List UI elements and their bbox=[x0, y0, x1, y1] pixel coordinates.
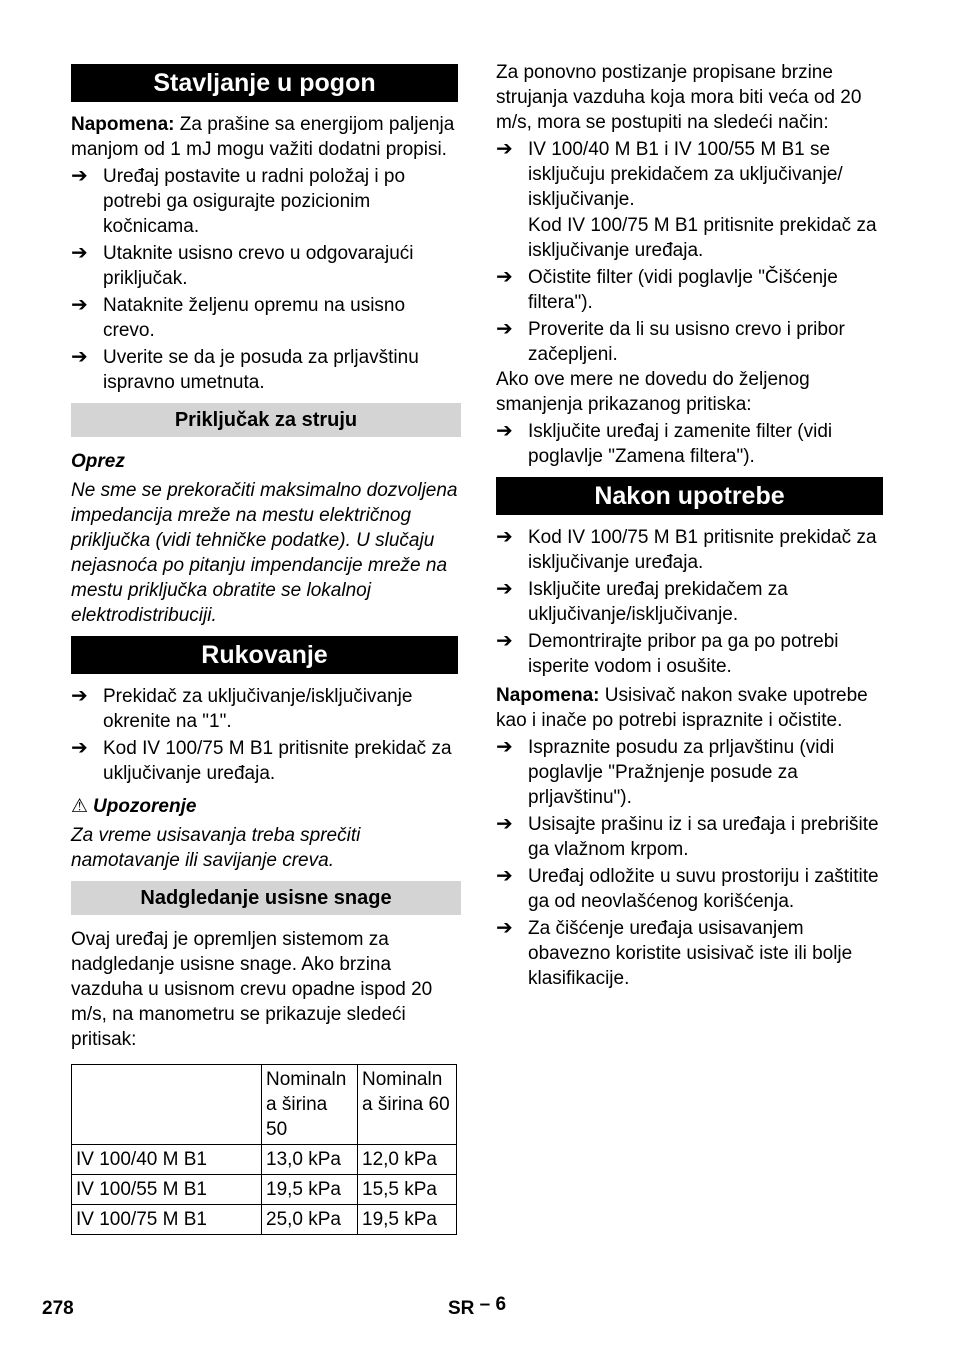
arrow-right-icon: ➔ bbox=[71, 346, 88, 368]
arrow-right-icon: ➔ bbox=[496, 578, 513, 600]
arrow-right-icon: ➔ bbox=[496, 526, 513, 548]
heading-nakon: Nakon upotrebe bbox=[496, 477, 883, 515]
right-column bbox=[496, 60, 883, 991]
list-item bbox=[496, 577, 883, 627]
language-code: SR bbox=[448, 1298, 475, 1319]
table-cell: IV 100/55 M B1 bbox=[72, 1175, 262, 1205]
arrow-right-icon: ➔ bbox=[71, 294, 88, 316]
list-right-1 bbox=[496, 137, 883, 212]
list-item bbox=[496, 317, 883, 367]
arrow-right-icon: ➔ bbox=[496, 736, 513, 758]
list-right-3 bbox=[496, 419, 883, 469]
list-rukovanje bbox=[71, 684, 461, 786]
list-item bbox=[496, 812, 883, 862]
table-row bbox=[72, 1205, 457, 1235]
table-row bbox=[72, 1175, 457, 1205]
list-item-text: Nataknite željenu opremu na usisno crevo. bbox=[103, 295, 406, 341]
nadgledanje-intro: Ovaj uređaj je opremljen sistemom za nadgledanje usisne snage. Ako brzina vazduha u usisnom crevu opadne ispod 20 m/s, na manometru se prikazuje sledeći pritisak: bbox=[71, 929, 433, 1050]
heading-stavljanje: Stavljanje u pogon bbox=[71, 64, 458, 102]
note-label: Napomena: bbox=[496, 685, 600, 706]
list-item-text: Proverite da li su usisno crevo i pribor začepljeni. bbox=[528, 319, 845, 365]
arrow-right-icon: ➔ bbox=[496, 318, 513, 340]
arrow-right-icon: ➔ bbox=[496, 266, 513, 288]
list-item-text: Uverite se da je posuda za prljavštinu ispravno umetnuta. bbox=[103, 347, 419, 393]
list-item-text: Uređaj odložite u suvu prostoriju i zaštitite ga od neovlašćenog korišćenja. bbox=[528, 866, 879, 912]
list-item bbox=[496, 265, 883, 315]
table-header-cell: Nominaln a širina 60 bbox=[358, 1065, 457, 1145]
note-stavljanje bbox=[71, 112, 461, 162]
table-cell: 19,5 kPa bbox=[262, 1175, 358, 1205]
list-item-text: IV 100/40 M B1 i IV 100/55 M B1 se isključuju prekidačem za uključivanje/ isključivanje. bbox=[528, 139, 843, 210]
page-number: 278 bbox=[42, 1298, 74, 1319]
table-cell: 13,0 kPa bbox=[262, 1145, 358, 1175]
table-header-row bbox=[72, 1065, 457, 1145]
arrow-right-icon: ➔ bbox=[496, 917, 513, 939]
arrow-right-icon: ➔ bbox=[496, 630, 513, 652]
arrow-right-icon: ➔ bbox=[71, 165, 88, 187]
list-nakon-1 bbox=[496, 525, 883, 679]
list-item bbox=[496, 525, 883, 575]
left-column bbox=[71, 60, 461, 1235]
table-cell: 25,0 kPa bbox=[262, 1205, 358, 1235]
list-item bbox=[496, 629, 883, 679]
list-item bbox=[71, 345, 461, 395]
list-item-text: Isključite uređaj prekidačem za uključivanje/isključivanje. bbox=[528, 579, 788, 625]
caution-text: Ne sme se prekoračiti maksimalno dozvoljena impedancija mreže na mestu električnog priključka (vidi tehničke podatke). U slučaju nejasnoća po pitanju impendancije mreže na mestu priključka obratite se lokalnoj elektrodistribuciji. bbox=[71, 480, 458, 626]
list-item bbox=[496, 419, 883, 469]
list-item-text: Demontrirajte pribor pa ga po potrebi isperite vodom i osušite. bbox=[528, 631, 839, 677]
list-item-text: Kod IV 100/75 M B1 pritisnite prekidač za uključivanje uređaja. bbox=[103, 738, 452, 784]
note-text: Usisivač nakon svake upotrebe kao i inače po potrebi ispraznite i očistite. bbox=[496, 685, 868, 731]
right-para2: Ako ove mere ne dovedu do željenog smanjenja prikazanog pritiska: bbox=[496, 369, 810, 415]
list-item-text: Utaknite usisno crevo u odgovarajući priključak. bbox=[103, 243, 414, 289]
list-item-text: Usisajte prašinu iz i sa uređaja i prebrišite ga vlažnom krpom. bbox=[528, 814, 879, 860]
list-item bbox=[496, 916, 883, 991]
list-item bbox=[71, 164, 461, 239]
arrow-right-icon: ➔ bbox=[496, 420, 513, 442]
heading-prikljucak: Priključak za struju bbox=[71, 403, 461, 437]
step-continuation: Kod IV 100/75 M B1 pritisnite prekidač za isključivanje uređaja. bbox=[528, 215, 877, 261]
list-nakon-2 bbox=[496, 735, 883, 991]
arrow-right-icon: ➔ bbox=[71, 242, 88, 264]
section-page-number: 6 bbox=[495, 1294, 507, 1315]
right-intro: Za ponovno postizanje propisane brzine strujanja vazduha koja mora biti veća od 20 m/s, mora se postupiti na sledeći način: bbox=[496, 62, 862, 133]
table-cell: 15,5 kPa bbox=[358, 1175, 457, 1205]
list-item bbox=[71, 293, 461, 343]
section-page-label bbox=[448, 1296, 506, 1321]
list-item bbox=[71, 736, 461, 786]
table-cell: IV 100/75 M B1 bbox=[72, 1205, 262, 1235]
list-item-text: Isključite uređaj i zamenite filter (vidi poglavlje "Zamena filtera"). bbox=[528, 421, 833, 467]
table-row bbox=[72, 1145, 457, 1175]
warning-label: Upozorenje bbox=[93, 796, 197, 817]
list-item-text: Uređaj postavite u radni položaj i po potrebi ga osigurajte pozicionim kočnicama. bbox=[103, 166, 406, 237]
list-item bbox=[496, 735, 883, 810]
table-header-cell: Nominaln a širina 50 bbox=[262, 1065, 358, 1145]
list-stavljanje bbox=[71, 164, 461, 395]
list-item-text: Očistite filter (vidi poglavlje "Čišćenje filtera"). bbox=[528, 267, 838, 313]
table-cell: 12,0 kPa bbox=[358, 1145, 457, 1175]
warning-icon: ⚠ bbox=[71, 796, 89, 817]
heading-rukovanje: Rukovanje bbox=[71, 636, 458, 674]
pressure-table bbox=[71, 1064, 457, 1235]
list-item bbox=[71, 684, 461, 734]
list-item bbox=[496, 864, 883, 914]
arrow-right-icon: ➔ bbox=[496, 865, 513, 887]
note-nakon bbox=[496, 683, 883, 733]
arrow-right-icon: ➔ bbox=[71, 685, 88, 707]
warning-text: Za vreme usisavanja treba sprečiti namotavanje ili savijanje creva. bbox=[71, 825, 361, 871]
arrow-right-icon: ➔ bbox=[496, 138, 513, 160]
list-item-text: Ispraznite posudu za prljavštinu (vidi poglavlje "Pražnjenje posude za prljavštinu"). bbox=[528, 737, 835, 808]
arrow-right-icon: ➔ bbox=[71, 737, 88, 759]
note-text: Za prašine sa energijom paljenja manjom od 1 mJ mogu važiti dodatni propisi. bbox=[71, 114, 455, 160]
arrow-right-icon: ➔ bbox=[496, 813, 513, 835]
note-label: Napomena: bbox=[71, 114, 175, 135]
dash: – bbox=[474, 1294, 496, 1315]
list-item bbox=[496, 137, 883, 212]
table-cell: 19,5 kPa bbox=[358, 1205, 457, 1235]
table-cell: IV 100/40 M B1 bbox=[72, 1145, 262, 1175]
list-item-text: Kod IV 100/75 M B1 pritisnite prekidač za isključivanje uređaja. bbox=[528, 527, 877, 573]
list-item-text: Prekidač za uključivanje/isključivanje okrenite na "1". bbox=[103, 686, 413, 732]
table-header-cell bbox=[72, 1065, 262, 1145]
caution-label: Oprez bbox=[71, 451, 125, 472]
list-item bbox=[71, 241, 461, 291]
list-right-2 bbox=[496, 265, 883, 367]
warning-label-row bbox=[71, 794, 461, 819]
list-item-text: Za čišćenje uređaja usisavanjem obavezno koristite usisivač iste ili bolje klasifikacije. bbox=[528, 918, 853, 989]
heading-nadgledanje: Nadgledanje usisne snage bbox=[71, 881, 461, 915]
